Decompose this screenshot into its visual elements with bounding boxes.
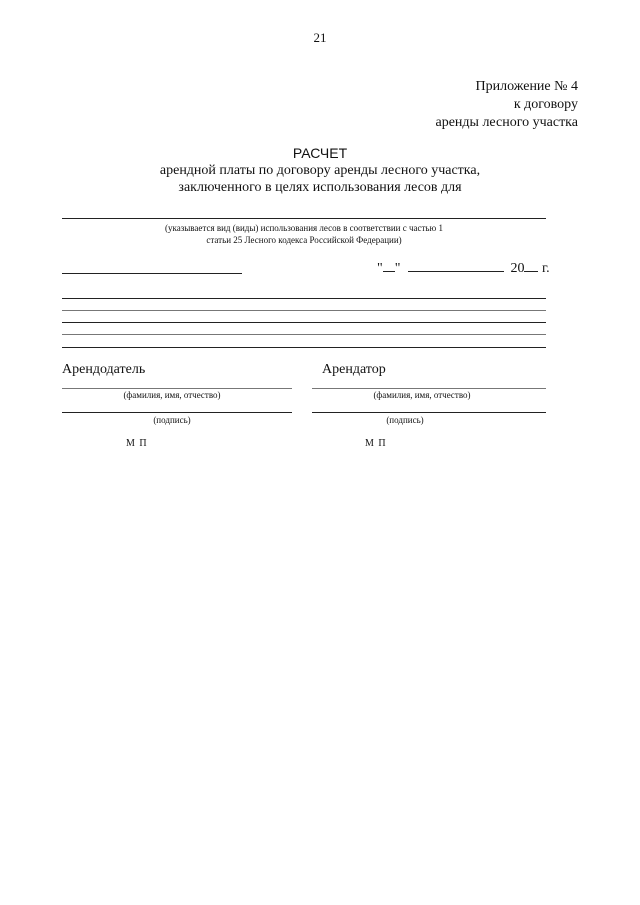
month-blank[interactable] xyxy=(408,260,504,272)
title-line-3: заключенного в целях использования лесов для xyxy=(178,180,462,195)
day-blank[interactable] xyxy=(383,260,395,272)
appendix-header xyxy=(436,78,579,132)
year-suffix: г. xyxy=(541,261,550,276)
calc-blank-line-3[interactable] xyxy=(62,322,546,323)
calc-blank-line-5[interactable] xyxy=(62,347,546,348)
usage-type-blank-line[interactable] xyxy=(62,218,546,219)
lessee-signature-caption: (подпись) xyxy=(386,415,424,425)
page-number: 21 xyxy=(313,30,327,45)
date-open-quote: " xyxy=(377,261,383,276)
lessor-label: Арендодатель xyxy=(62,362,146,377)
title-main: РАСЧЕТ xyxy=(292,145,348,161)
lessor-signature-caption: (подпись) xyxy=(153,415,191,425)
document-title xyxy=(0,145,640,196)
appendix-line-1: Приложение № 4 xyxy=(475,79,578,94)
lessor-name-line[interactable] xyxy=(62,388,292,389)
lessor-seal-mark: М П xyxy=(126,438,148,449)
appendix-line-2: к договору xyxy=(513,97,578,112)
calc-blank-line-1[interactable] xyxy=(62,298,546,299)
lessee-name-caption: (фамилия, имя, отчество) xyxy=(373,390,471,400)
title-line-2: арендной платы по договору аренды лесного участка, xyxy=(159,163,481,178)
lessee-label: Арендатор xyxy=(322,362,386,377)
date-close-quote: " xyxy=(394,261,401,276)
place-blank-line[interactable] xyxy=(62,273,242,274)
usage-note-line-1: (указывается вид (виды) использования лесов в соответствии с частью 1 xyxy=(164,223,444,233)
usage-note-line-2: статьи 25 Лесного кодекса Российской Федерации) xyxy=(206,235,402,245)
usage-type-note xyxy=(62,222,546,246)
lessee-name-line[interactable] xyxy=(312,388,546,389)
year-blank[interactable] xyxy=(524,260,538,272)
calc-blank-line-4[interactable] xyxy=(62,334,546,335)
lessor-name-caption: (фамилия, имя, отчество) xyxy=(123,390,221,400)
year-prefix: 20 xyxy=(510,261,525,276)
lessor-signature-line[interactable] xyxy=(62,412,292,413)
lessee-seal-mark: М П xyxy=(365,438,387,449)
calc-blank-line-2[interactable] xyxy=(62,310,546,311)
date-field xyxy=(377,260,550,277)
appendix-line-3: аренды лесного участка xyxy=(435,115,578,130)
lessee-signature-line[interactable] xyxy=(312,412,546,413)
